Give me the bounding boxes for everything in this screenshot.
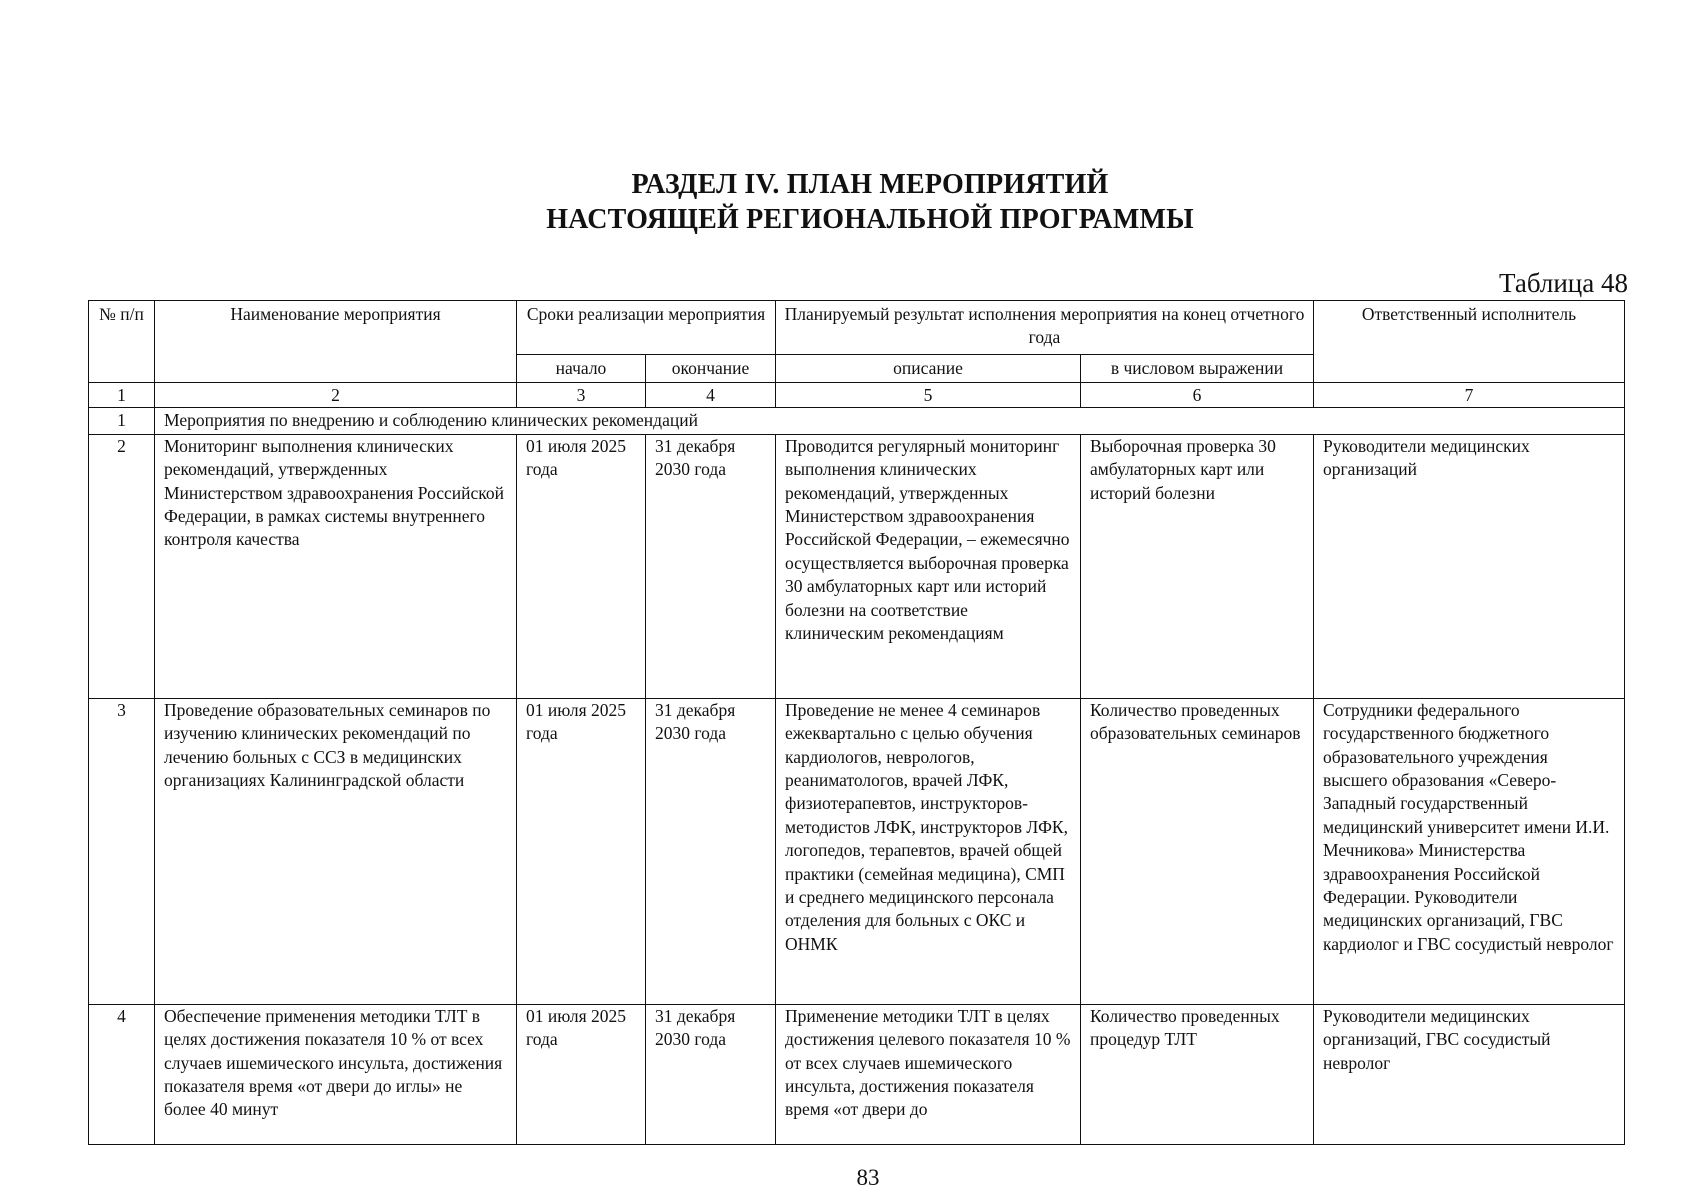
header-start: начало [517,355,646,383]
row-start: 01 июля 2025 года [517,434,646,698]
row-num: 3 [89,698,155,1004]
column-number-row [89,383,1625,408]
header-numeric: в числовом выражении [1081,355,1314,383]
row-description: Проводится регулярный мониторинг выполнения клинических рекомендаций, утвержденных Министерством здравоохранения Российской Федерации, – ежемесячно осуществляется выборочная проверка 30 амбулаторных карт или историй болезни на соответствие клиническим рекомендациям [776,434,1081,698]
row-end: 31 декабря 2030 года [646,434,776,698]
table-row [89,1004,1625,1144]
header-result: Планируемый результат исполнения мероприятия на конец отчетного года [776,301,1314,355]
row-num: 4 [89,1004,155,1144]
row-name: Проведение образовательных семинаров по изучению клинических рекомендаций по лечению больных с ССЗ в медицинских организациях Калининградской области [155,698,517,1004]
row-num: 2 [89,434,155,698]
row-name: Обеспечение применения методики ТЛТ в целях достижения показателя 10 % от всех случаев ишемического инсульта, достижения показателя время «от двери до иглы» не более 40 минут [155,1004,517,1144]
section-num: 1 [89,408,155,434]
column-number: 4 [646,383,776,408]
plan-table [88,300,1625,1145]
row-description: Применение методики ТЛТ в целях достижения целевого показателя 10 % от всех случаев ишемического инсульта, достижения показателя время «от двери до [776,1004,1081,1144]
page-number: 83 [856,1165,880,1190]
header-description: описание [776,355,1081,383]
table-label: Таблица 48 [1499,268,1628,298]
header-end: окончание [646,355,776,383]
header-name: Наименование мероприятия [155,301,517,383]
row-responsible: Руководители медицинских организаций, ГВС сосудистый невролог [1314,1004,1625,1144]
row-numeric: Количество проведенных образовательных семинаров [1081,698,1314,1004]
section-row [89,408,1625,434]
row-end: 31 декабря 2030 года [646,1004,776,1144]
column-number: 5 [776,383,1081,408]
row-start: 01 июля 2025 года [517,698,646,1004]
section-title: Мероприятия по внедрению и соблюдению клинических рекомендаций [155,408,1625,434]
row-responsible: Руководители медицинских организаций [1314,434,1625,698]
column-number: 3 [517,383,646,408]
row-numeric: Количество проведенных процедур ТЛТ [1081,1004,1314,1144]
row-start: 01 июля 2025 года [517,1004,646,1144]
table-row [89,434,1625,698]
header-timing: Сроки реализации мероприятия [517,301,776,355]
row-description: Проведение не менее 4 семинаров ежеквартально с целью обучения кардиологов, неврологов, реаниматологов, врачей ЛФК, физиотерапевтов, инструкторов-методистов ЛФК, инструкторов ЛФК, логопедов, терапевтов, врачей общей практики (семейная медицина), СМП и среднего медицинского персонала отделения для больных с ОКС и ОНМК [776,698,1081,1004]
column-number: 1 [89,383,155,408]
document-title-line-2: НАСТОЯЩЕЙ РЕГИОНАЛЬНОЙ ПРОГРАММЫ [546,204,1194,235]
header-responsible: Ответственный исполнитель [1314,301,1625,383]
row-numeric: Выборочная проверка 30 амбулаторных карт или историй болезни [1081,434,1314,698]
row-responsible: Сотрудники федерального государственного бюджетного образовательного учреждения высшего образования «Северо-Западный государственный медицинский университет имени И.И. Мечникова» Министерства здравоохранения Российской Федерации. Руководители медицинских организаций, ГВС кардиолог и ГВС сосудистый невролог [1314,698,1625,1004]
header-num: № п/п [89,301,155,383]
row-end: 31 декабря 2030 года [646,698,776,1004]
table-row [89,698,1625,1004]
column-number: 6 [1081,383,1314,408]
column-number: 2 [155,383,517,408]
row-name: Мониторинг выполнения клинических рекомендаций, утвержденных Министерством здравоохранения Российской Федерации, в рамках системы внутреннего контроля качества [155,434,517,698]
column-number: 7 [1314,383,1625,408]
document-title-line-1: РАЗДЕЛ IV. ПЛАН МЕРОПРИЯТИЙ [631,169,1109,200]
